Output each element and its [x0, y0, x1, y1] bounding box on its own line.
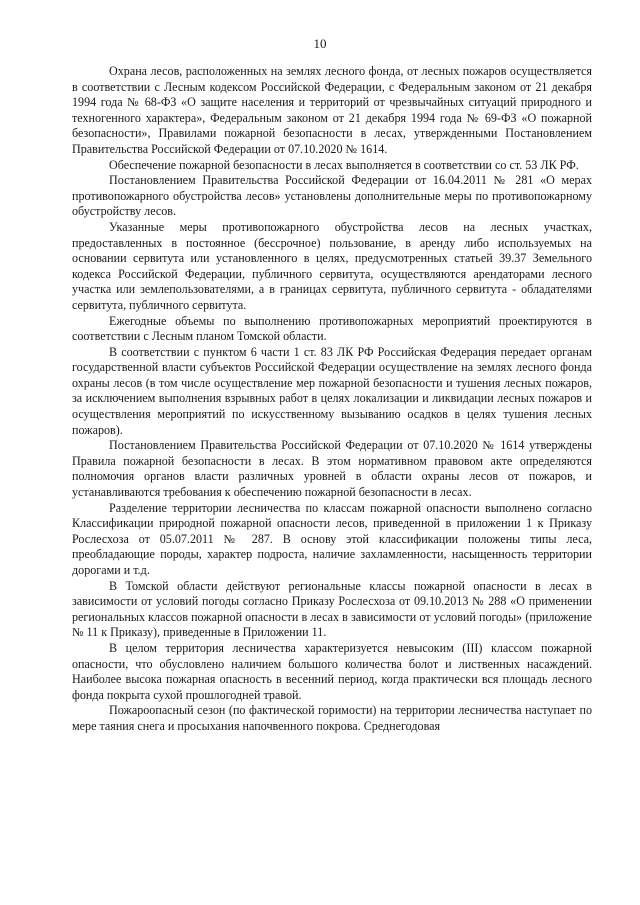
- paragraph-resolution-281: Постановлением Правительства Российской Федерации от 16.04.2011 № 281 «О мерах противопожарного обустройства лесов» установлены дополнительные меры по противопожарному обустройству лесов.: [72, 173, 592, 219]
- page-number: 10: [313, 36, 327, 51]
- paragraph-fire-season: Пожароопасный сезон (по фактической горимости) на территории лесничества наступает по мере таяния снега и просыхания напочвенного покрова. Среднегодовая: [72, 703, 592, 733]
- document-body: [72, 64, 592, 735]
- paragraph-resolution-1614: Постановлением Правительства Российской Федерации от 07.10.2020 № 1614 утверждены Правила пожарной безопасности в лесах. В этом нормативном правовом акте определяются полномочия органов власти различных уровней в области охраны лесов от пожаров, и устанавливаются требования к обеспечению пожарной безопасности в лесах.: [72, 438, 592, 500]
- paragraph-annual-volumes: Ежегодные объемы по выполнению противопожарных мероприятий проектируются в соответствии с Лесным планом Томской области.: [72, 313, 592, 344]
- paragraph-fire-danger-classification: Разделение территории лесничества по классам пожарной опасности выполнено согласно Классификации природной пожарной опасности лесов, приведенной в приложении 1 к Приказу Рослесхоза от 05.07.2011 № 287. В основу этой классификации положены типы леса, преобладающие породы, характер подроста, наличие захламленности, насыщенность территории дорогами и т.д.: [72, 500, 592, 577]
- paragraph-fire-safety-article-53: Обеспечение пожарной безопасности в лесах выполняется в соответствии со ст. 53 ЛК РФ.: [109, 157, 579, 172]
- paragraph-territory-fire-class: В целом территория лесничества характеризуется невысоким (III) классом пожарной опасности, что обусловлено наличием большого количества болот и лиственных насаждений. Наиболее высока пожарная опасность в весенний период, когда практически вся площадь лесного фонда покрыта сухой прошлогодней травой.: [72, 640, 592, 702]
- paragraph-forest-protection-law: Охрана лесов, расположенных на землях лесного фонда, от лесных пожаров осуществляется в соответствии с Лесным кодексом Российской Федерации, с Федеральным законом от 21 декабря 1994 года № 68-ФЗ «О защите населения и территорий от чрезвычайных ситуаций природного и техногенного характера», Федеральным законом от 21 декабря 1994 года № 69-ФЗ «О пожарной безопасности», Правилами пожарной безопасности в лесах, утвержденными Постановлением Правительства Российской Федерации от 07.10.2020 № 1614.: [72, 64, 592, 156]
- paragraph-article-83-powers: В соответствии с пунктом 6 части 1 ст. 83 ЛК РФ Российская Федерация передает органам государственной власти субъектов Российской Федерации осуществление на землях лесного фонда охраны лесов (в том числе осуществление мер пожарной безопасности и тушения лесных пожаров, за исключением выполнения взрывных работ в целях локализации и ликвидации лесных пожаров и осуществления мероприятий по искусственному вызыванию осадков в целях тушения лесных пожаров).: [72, 344, 592, 437]
- paragraph-regional-classes: В Томской области действуют региональные классы пожарной опасности в лесах в зависимости от условий погоды согласно Приказу Рослесхоза от 09.10.2013 № 288 «О применении региональных классов пожарной опасности в лесах в зависимости от условий погоды» (приложение № 11 к Приказу), приведенные в Приложении 11.: [72, 578, 592, 640]
- paragraph-fire-prevention-measures: Указанные меры противопожарного обустройства лесов на лесных участках, предоставленных в постоянное (бессрочное) пользование, в аренду либо используемых на основании сервитута или установленного в целях, предусмотренных статьей 39.37 Земельного кодекса Российской Федерации, публичного сервитута, осуществляются арендаторами лесного участка или землепользователями, а в границах сервитута, публичного сервитута - обладателями сервитута, публичного сервитута.: [72, 219, 592, 312]
